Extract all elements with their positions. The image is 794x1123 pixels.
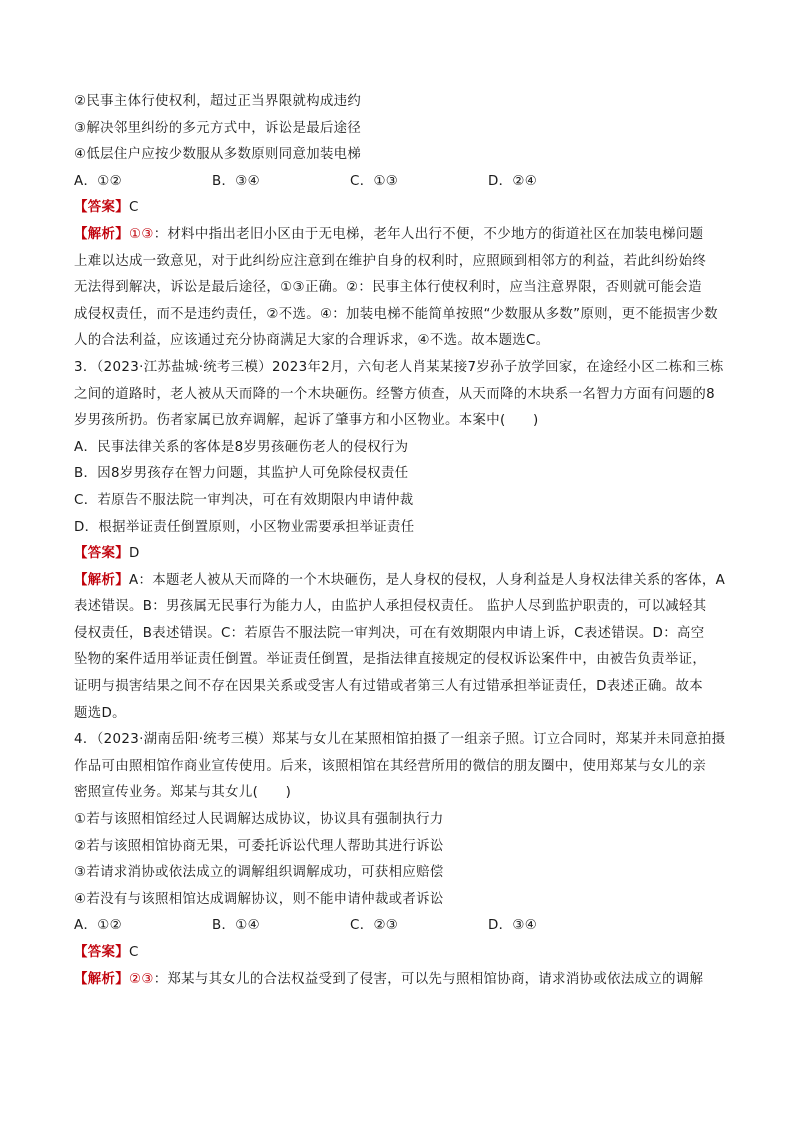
q4-item-4: ④若没有与该照相馆达成调解协议，则不能申请仲裁或者诉讼 (74, 891, 444, 907)
page-content (74, 89, 742, 993)
q2-analysis-line-1 (74, 222, 742, 249)
q2-option-d: D．②④ (488, 173, 538, 189)
analysis-label: 【解析】 (74, 226, 129, 242)
q4-option-b: B．①④ (212, 918, 260, 934)
answer-value: C (128, 945, 139, 960)
q2-options (74, 169, 742, 196)
q3-option-a: A．民事法律关系的客体是8岁男孩砸伤老人的侵权行为 (74, 439, 409, 455)
answer-value: C (128, 200, 139, 216)
analysis-label: 【解析】 (74, 971, 129, 987)
answer-label: 【答案】 (74, 945, 129, 960)
q2-option-c: C．①③ (350, 173, 399, 189)
answer-label: 【答案】 (74, 200, 129, 216)
analysis-text: ：郑某与其女儿的合法权益受到了侵害，可以先与照相馆协商，请求消协或依法成立的调解 (153, 971, 704, 987)
analysis-text: ：材料中指出老旧小区由于无电梯，老年人出行不便，不少地方的街道社区在加装电梯问题 (153, 226, 704, 242)
q3-analysis-line-6: 题选D。 (74, 705, 126, 721)
q2-option-a: A．①② (74, 173, 122, 189)
q2-item-4: ④低层住户应按少数服从多数原则同意加装电梯 (74, 147, 362, 163)
analysis-text: A：本题老人被从天而降的一个木块砸伤，是人身权的侵权，人身利益是人身权法律关系的客体，A (128, 572, 726, 588)
q3-stem-line-2: 之间的道路时，老人被从天而降的一个木块砸伤。经警方侦查，从天而降的木块系一名智力方面有问题的8 (74, 386, 715, 402)
q3-analysis-line-3: 侵权责任，B表述错误。C：若原告不服法院一审判决，可在有效期限内申请上诉，C表述错误。D：高空 (74, 625, 705, 641)
q4-option-a: A．①② (74, 918, 122, 934)
q3-analysis-line-1 (74, 568, 742, 595)
q2-analysis-line-3: 无法得到解决，诉讼是最后途径，①③正确。②：民事主体行使权利时，应当注意界限，否则就可能会造 (74, 280, 702, 296)
q2-item-3: ③解决邻里纠纷的多元方式中，诉讼是最后途径 (74, 120, 362, 136)
q2-analysis-line-5: 人的合法利益，应该通过充分协商满足大家的合理诉求，④不选。故本题选C。 (74, 333, 550, 349)
q3-option-b: B．因8岁男孩存在智力问题，其监护人可免除侵权责任 (74, 466, 409, 482)
q3-option-d: D．根据举证责任倒置原则，小区物业需要承担举证责任 (74, 519, 415, 535)
q3-analysis-line-4: 坠物的案件适用举证责任倒置。举证责任倒置，是指法律直接规定的侵权诉讼案件中，由被告负责举证， (74, 652, 707, 668)
q2-option-b: B．③④ (212, 173, 260, 189)
q4-answer (74, 940, 742, 967)
q3-analysis-line-2: 表述错误。B：男孩属无民事行为能力人，由监护人承担侵权责任。 监护人尽到监护职责的，可以减轻其 (74, 599, 707, 615)
q3-option-c: C．若原告不服法院一审判决，可在有效期限内申请仲裁 (74, 492, 414, 508)
q2-answer (74, 195, 742, 222)
q4-item-2: ②若与该照相馆协商无果，可委托诉讼代理人帮助其进行诉讼 (74, 838, 444, 854)
q4-stem-line-3: 密照宣传业务。郑某与其女儿( ) (74, 785, 292, 801)
q3-answer (74, 541, 742, 568)
q3-stem-line-1: 3．（2023·江苏盐城·统考三模）2023年2月，六旬老人肖某某接7岁孙子放学回家，在途经小区二栋和三栋 (74, 359, 724, 375)
q4-options (74, 913, 742, 940)
analysis-marker: ①③ (128, 226, 154, 242)
analysis-label: 【解析】 (74, 572, 129, 588)
q3-stem-line-3: 岁男孩所扔。伤者家属已放弃调解，起诉了肇事方和小区物业。本案中( ) (74, 413, 539, 429)
analysis-marker: ②③ (128, 971, 154, 987)
q4-stem-line-1: 4．（2023·湖南岳阳·统考三模）郑某与女儿在某照相馆拍摄了一组亲子照。订立合同时，郑某并未同意拍摄 (74, 732, 726, 748)
q4-option-c: C．②③ (350, 918, 399, 934)
answer-value: D (128, 546, 140, 562)
q4-option-d: D．③④ (488, 918, 538, 934)
q2-item-2: ②民事主体行使权利，超过正当界限就构成违约 (74, 94, 362, 109)
q4-item-1: ①若与该照相馆经过人民调解达成协议，协议具有强制执行力 (74, 812, 444, 828)
answer-label: 【答案】 (74, 546, 129, 562)
q4-stem-line-2: 作品可由照相馆作商业宣传使用。后来，该照相馆在其经营所用的微信的朋友圈中，使用郑某与女儿的亲 (74, 758, 707, 774)
q3-analysis-line-5: 证明与损害结果之间不存在因果关系或受害人有过错或者第三人有过错承担举证责任，D表述正确。故本 (74, 679, 703, 695)
q2-analysis-line-4: 成侵权责任，而不是违约责任，②不选。④：加装电梯不能简单按照“少数服从多数”原则，更不能损害少数 (74, 306, 718, 322)
q4-item-3: ③若请求消协或依法成立的调解组织调解成功，可获相应赔偿 (74, 865, 444, 881)
q4-analysis-line-1 (74, 967, 742, 994)
q2-analysis-line-2: 上难以达成一致意见，对于此纠纷应注意到在维护自身的权利时，应照顾到相邻方的利益，若此纠纷始终 (74, 253, 707, 269)
